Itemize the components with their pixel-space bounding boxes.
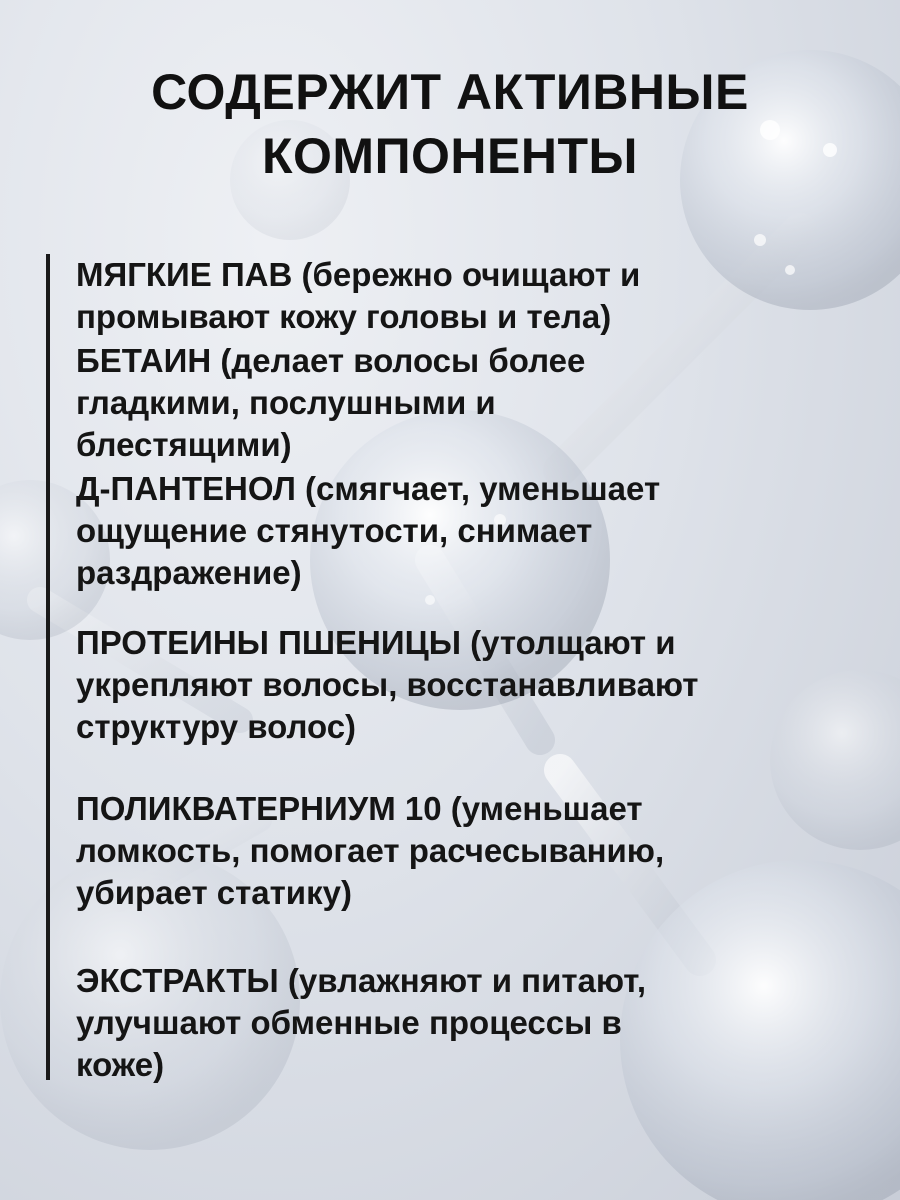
component-description: (бережно очищают и промывают кожу головы и тела): [76, 256, 641, 335]
component-description: (делает волосы более гладкими, послушными и блестящими): [76, 342, 586, 463]
component-name: МЯГКИЕ ПАВ: [76, 256, 293, 293]
component-item-wheat-proteins: [76, 622, 716, 748]
component-name: ПРОТЕИНЫ ПШЕНИЦЫ: [76, 624, 462, 661]
component-name: ЭКСТРАКТЫ: [76, 962, 279, 999]
component-name: БЕТАИН: [76, 342, 212, 379]
title-line-2: КОМПОНЕНТЫ: [262, 128, 638, 184]
component-description: (смягчает, уменьшает ощущение стянутости, снимает раздражение): [76, 470, 661, 591]
component-item-betaine: [76, 340, 716, 466]
component-name: ПОЛИКВАТЕРНИУМ 10: [76, 790, 442, 827]
component-name: Д-ПАНТЕНОЛ: [76, 470, 296, 507]
component-item-polyquaternium: [76, 788, 716, 914]
component-description: (утолщают и укрепляют волосы, восстанавливают структуру волос): [76, 624, 699, 745]
component-description: (увлажняют и питают, улучшают обменные процессы в коже): [76, 962, 647, 1083]
component-description: (уменьшает ломкость, помогает расчесыванию, убирает статику): [76, 790, 665, 911]
vertical-divider: [46, 254, 50, 1080]
page-title: [0, 60, 900, 188]
component-item-panthenol: [76, 468, 716, 594]
component-item-surfactants: [76, 254, 716, 338]
component-item-extracts: [76, 960, 716, 1086]
title-line-1: СОДЕРЖИТ АКТИВНЫЕ: [151, 64, 749, 120]
